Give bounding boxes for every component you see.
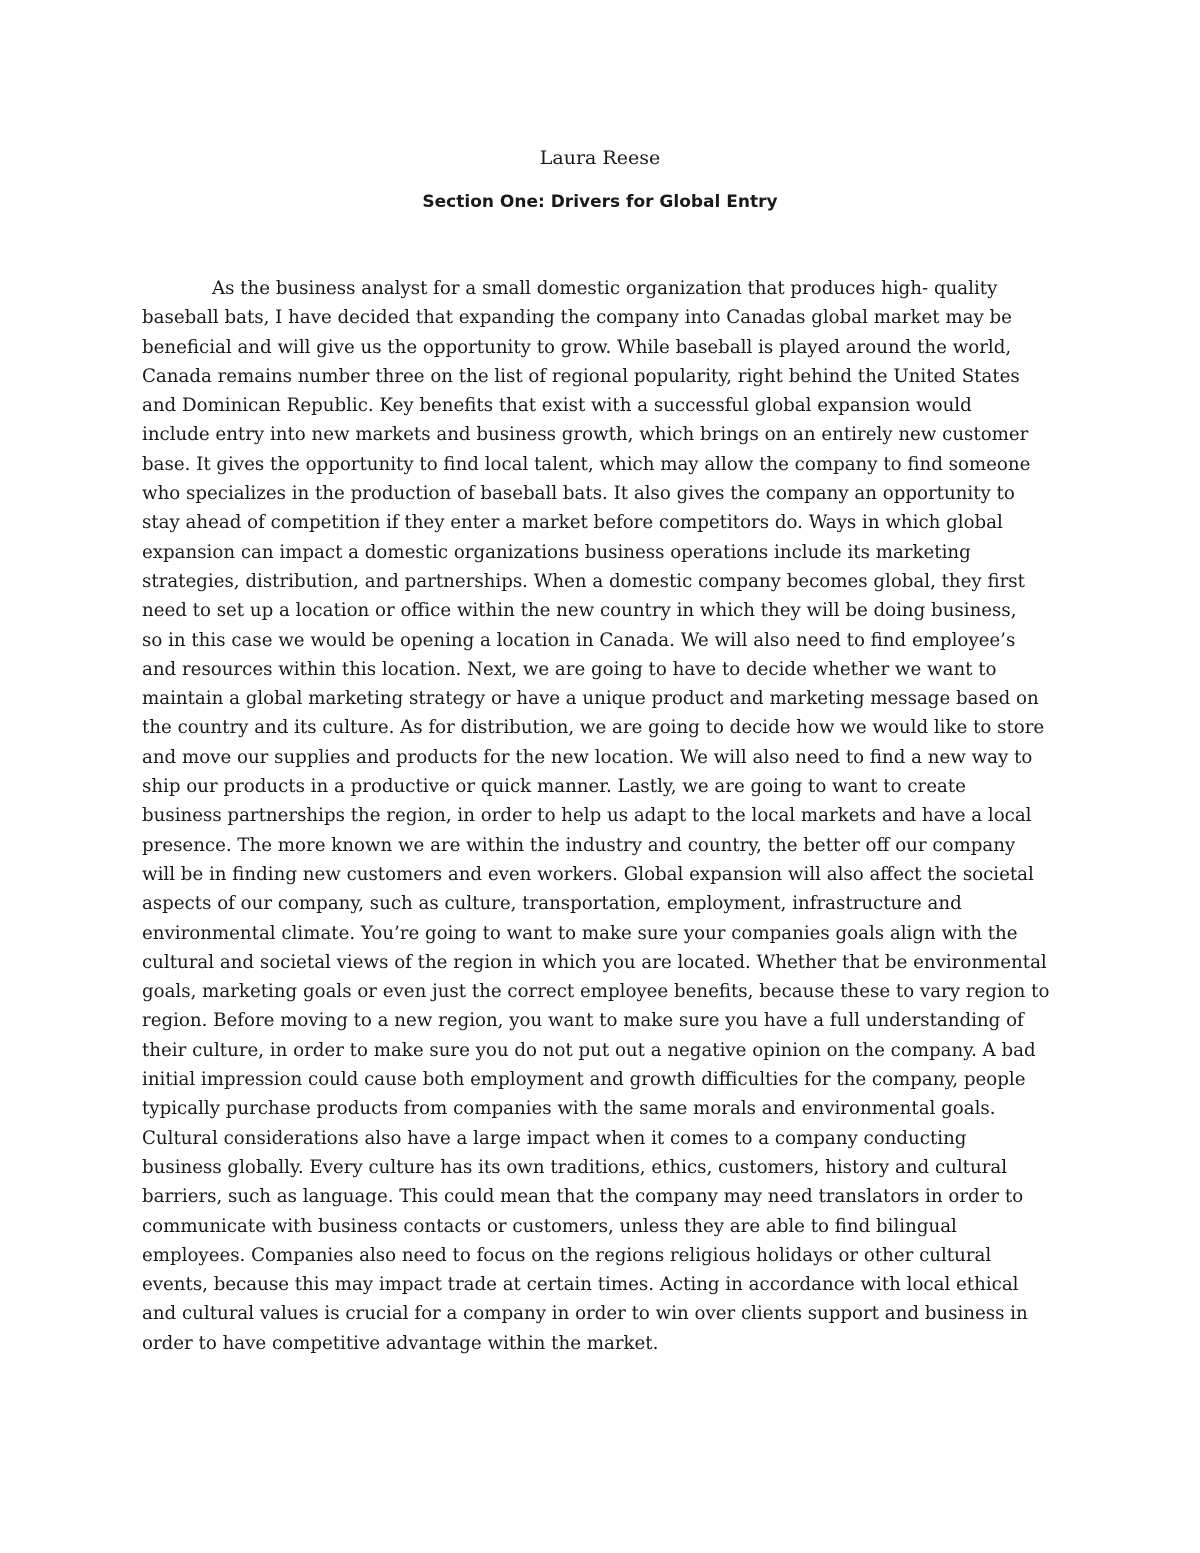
paragraph-line: initial impression could cause both employment and growth difficulties for the company, people [142,1069,1026,1091]
paragraph-line: stay ahead of competition if they enter a market before competitors do. Ways in which global [142,512,1003,534]
paragraph-line: baseball bats, I have decided that expanding the company into Canadas global market may be [142,307,1012,329]
paragraph-line: beneficial and will give us the opportunity to grow. While baseball is played around the world, [142,336,1012,358]
paragraph-line: business globally. Every culture has its own traditions, ethics, customers, history and cultural [142,1156,1008,1178]
paragraph-line: and move our supplies and products for the new location. We will also need to find a new way to [142,746,1033,768]
paragraph-line: aspects of our company, such as culture, transportation, employment, infrastructure and [142,893,962,915]
paragraph-line: goals, marketing goals or even just the correct employee benefits, because these to vary region to [142,981,1050,1003]
paragraph-line: their culture, in order to make sure you do not put out a negative opinion on the company. A bad [142,1039,1036,1061]
paragraph-line: expansion can impact a domestic organizations business operations include its marketing [142,541,971,563]
paragraph-line: environmental climate. You’re going to want to make sure your companies goals align with the [142,922,1018,944]
paragraph-line: ship our products in a productive or quick manner. Lastly, we are going to want to create [142,776,966,798]
paragraph-line: and resources within this location. Next, we are going to have to decide whether we want to [142,658,997,680]
paragraph-line: order to have competitive advantage within the market. [142,1332,659,1354]
paragraph-line: and cultural values is crucial for a company in order to win over clients support and business in [142,1303,1028,1325]
paragraph-line: business partnerships the region, in order to help us adapt to the local markets and have a local [142,805,1032,827]
paragraph-line: Cultural considerations also have a large impact when it comes to a company conducting [142,1127,967,1149]
paragraph-line: base. It gives the opportunity to find local talent, which may allow the company to find someone [142,453,1031,475]
paragraph-line: employees. Companies also need to focus on the regions religious holidays or other cultural [142,1244,992,1266]
paragraph-line: so in this case we would be opening a location in Canada. We will also need to find employee’s [142,629,1016,651]
paragraph-line: need to set up a location or office within the new country in which they will be doing business, [142,600,1017,622]
paragraph-line: the country and its culture. As for distribution, we are going to decide how we would like to store [142,717,1045,739]
paragraph-line: barriers, such as language. This could mean that the company may need translators in order to [142,1186,1024,1208]
paragraph-line: events, because this may impact trade at certain times. Acting in accordance with local ethical [142,1274,1019,1296]
paragraph-line: maintain a global marketing strategy or have a unique product and marketing message based on [142,688,1039,710]
paragraph-line: region. Before moving to a new region, you want to make sure you have a full understanding of [142,1010,1024,1032]
paragraph-line: typically purchase products from companies with the same morals and environmental goals. [142,1098,996,1120]
paragraph-line: communicate with business contacts or customers, unless they are able to find bilingual [142,1215,957,1237]
paragraph-line: who specializes in the production of baseball bats. It also gives the company an opportunity to [142,483,1015,505]
paragraph-line: and Dominican Republic. Key benefits that exist with a successful global expansion would [142,395,972,417]
paragraph-line: strategies, distribution, and partnerships. When a domestic company becomes global, they first [142,570,1025,592]
section-title: Section One: Drivers for Global Entry [422,192,778,212]
paragraph-line: will be in finding new customers and even workers. Global expansion will also affect the societal [142,863,1034,885]
paragraph-line: presence. The more known we are within the industry and country, the better off our company [142,834,1016,856]
body-paragraph [142,274,1062,1358]
paragraph-line: include entry into new markets and business growth, which brings on an entirely new customer [142,424,1029,446]
paragraph-line: cultural and societal views of the region in which you are located. Whether that be environmental [142,951,1047,973]
author-name: Laura Reese [539,147,661,169]
paragraph-line: Canada remains number three on the list of regional popularity, right behind the United States [142,365,1020,387]
paragraph-line: As the business analyst for a small domestic organization that produces high- quality [212,278,998,299]
